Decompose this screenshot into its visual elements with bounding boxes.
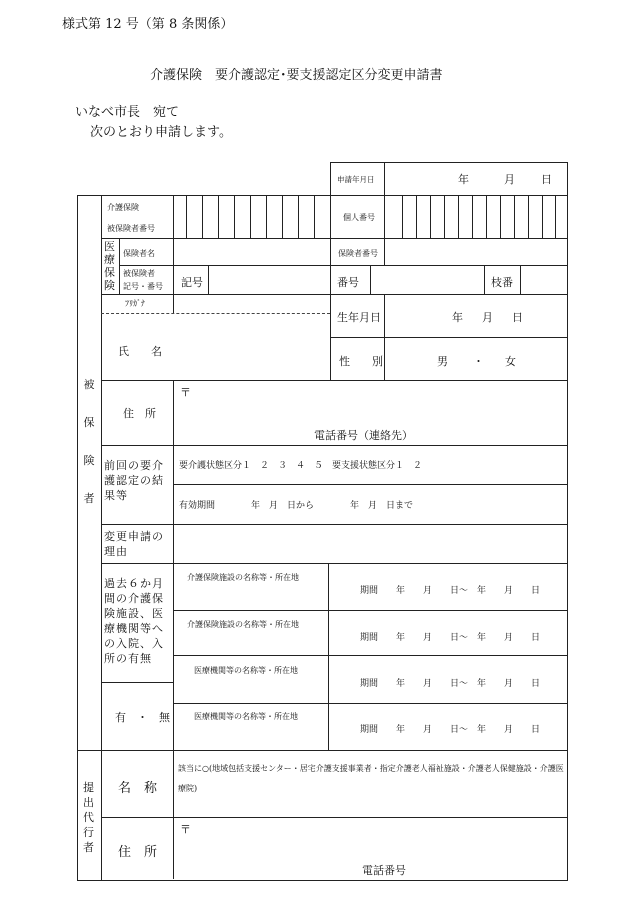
- facility-history-label: 過去６か月間の介護保険施設、医療機関等への入院、入所の有無: [104, 577, 164, 665]
- date-day: 日: [541, 173, 552, 186]
- sex-label: 性 別: [339, 355, 383, 368]
- page-title: 介護保険 要介護認定･要支援認定区分変更申請書: [150, 68, 443, 83]
- birthdate-label: 生年月日: [337, 311, 381, 324]
- name-label: 氏 名: [118, 345, 162, 358]
- agent-name-label: 名 称: [118, 781, 158, 796]
- agent-type-note: 該当に○(地域包括支援センター・居宅介護支援事業者・指定介護老人福祉施設・介護老人保健施設・介護医療院): [178, 764, 564, 793]
- birth-day: 日: [512, 311, 523, 324]
- date-year: 年: [458, 173, 469, 186]
- agent-phone-label: 電話番号: [362, 864, 406, 877]
- insured-number-label: 被保険者番号: [107, 224, 155, 233]
- facility-name-3: 医療機関等の名称等・所在地: [194, 666, 298, 675]
- date-month: 月: [504, 173, 515, 186]
- symbol-number-label-2: 記号・番号: [123, 282, 163, 291]
- branch-number-label: 枝番: [491, 276, 513, 289]
- birth-month: 月: [482, 311, 493, 324]
- insured-section-text: 被 保 険 者: [83, 378, 95, 505]
- facility-period-3: 期間 年 月 日～ 年 月 日: [360, 679, 541, 689]
- facility-name-1: 介護保険施設の名称等・所在地: [187, 573, 299, 582]
- valid-period: 有効期間 年 月 日から 年 月 日まで: [179, 501, 414, 511]
- insurer-number-label: 保険者番号: [338, 249, 378, 258]
- facility-period-1: 期間 年 月 日～ 年 月 日: [360, 586, 541, 596]
- number-label: 番号: [337, 276, 359, 289]
- insurer-name-label: 保険者名: [123, 249, 155, 258]
- facility-name-4: 医療機関等の名称等・所在地: [194, 712, 298, 721]
- medical-insurance-label: 医療保険: [104, 240, 115, 292]
- facility-period-4: 期間 年 月 日～ 年 月 日: [360, 725, 541, 735]
- form-number: 様式第 12 号（第 8 条関係）: [62, 17, 234, 32]
- agent-address-label: 住 所: [118, 845, 158, 860]
- facility-period-2: 期間 年 月 日～ 年 月 日: [360, 633, 541, 643]
- furigana-label: ﾌﾘｶﾞﾅ: [125, 299, 145, 308]
- intro-text: 次のとおり申請します。: [90, 125, 232, 140]
- phone-contact-label: 電話番号（連絡先）: [314, 429, 413, 442]
- postal-mark: 〒: [180, 386, 191, 399]
- application-date-label: 申請年月日: [337, 175, 375, 184]
- sex-female: 女: [505, 355, 516, 368]
- birth-year: 年: [452, 311, 463, 324]
- symbol-label: 記号: [181, 276, 203, 289]
- address-label: 住 所: [123, 407, 156, 420]
- individual-number-label: 個人番号: [343, 213, 375, 222]
- symbol-number-label-1: 被保険者: [123, 269, 155, 278]
- agent-section-label: 提出代行者: [83, 781, 94, 854]
- agent-postal-mark: 〒: [180, 823, 191, 836]
- care-level-options: 要介護状態区分１ ２ ３ ４ ５ 要支援状態区分１ ２: [179, 461, 423, 471]
- sex-separator: ・: [473, 355, 484, 368]
- care-insurance-label: 介護保険: [107, 203, 139, 212]
- sex-male: 男: [437, 355, 448, 368]
- presence-options: 有 ・ 無: [115, 711, 170, 724]
- facility-name-2: 介護保険施設の名称等・所在地: [187, 620, 299, 629]
- previous-result-label: 前回の要介護認定の結果等: [104, 459, 164, 502]
- change-reason-label: 変更申請の理由: [104, 530, 164, 558]
- addressee: いなべ市長 宛て: [75, 105, 180, 120]
